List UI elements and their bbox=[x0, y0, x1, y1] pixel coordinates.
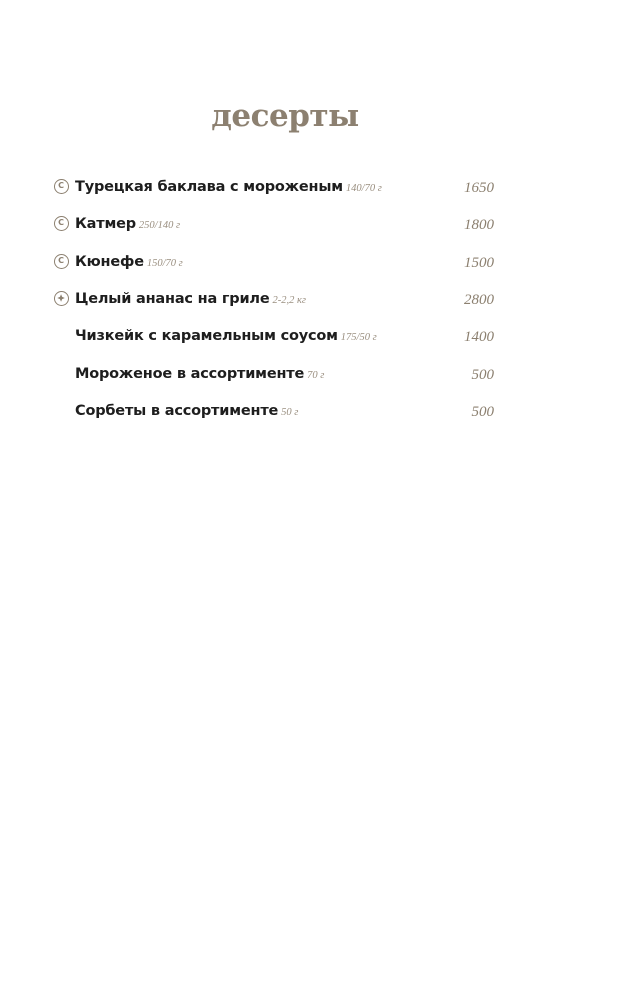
menu-item bbox=[54, 212, 494, 236]
dish-price: 1400 bbox=[464, 329, 494, 345]
star-badge-icon bbox=[54, 291, 69, 306]
copyright-c-icon bbox=[54, 179, 69, 194]
menu-title: десерты bbox=[211, 98, 359, 134]
dish-weight: 2-2,2 кг bbox=[272, 295, 306, 306]
dish-name: Сорбеты в ассортименте bbox=[75, 403, 279, 419]
copyright-c-icon bbox=[54, 216, 69, 231]
dish-price: 1500 bbox=[464, 255, 494, 271]
copyright-c-icon bbox=[54, 254, 69, 269]
menu-item bbox=[54, 362, 494, 386]
dish-name: Мороженое в ассортименте bbox=[75, 366, 305, 382]
dish-price: 500 bbox=[471, 367, 494, 383]
dish-price: 2800 bbox=[464, 292, 494, 308]
menu-item bbox=[54, 287, 494, 311]
dish-name: Чизкейк с карамельным соусом bbox=[75, 328, 338, 344]
dish-price: 1650 bbox=[464, 180, 494, 196]
dish-price: 500 bbox=[471, 404, 494, 420]
dish-name: Целый ананас на гриле bbox=[75, 291, 270, 307]
dish-weight: 140/70 г bbox=[345, 183, 382, 194]
dish-weight: 50 г bbox=[281, 407, 299, 418]
dish-price: 1800 bbox=[464, 217, 494, 233]
menu-item bbox=[54, 324, 494, 348]
menu-item bbox=[54, 250, 494, 274]
menu-item bbox=[54, 399, 494, 423]
menu-item bbox=[54, 175, 494, 199]
dish-name: Турецкая баклава с мороженым bbox=[75, 179, 343, 195]
dish-weight: 250/140 г bbox=[138, 220, 181, 231]
dish-name: Катмер bbox=[75, 216, 136, 232]
dish-weight: 150/70 г bbox=[146, 258, 183, 269]
dish-weight: 175/50 г bbox=[340, 332, 377, 343]
dish-weight: 70 г bbox=[307, 370, 325, 381]
dish-name: Кюнефе bbox=[75, 254, 144, 270]
